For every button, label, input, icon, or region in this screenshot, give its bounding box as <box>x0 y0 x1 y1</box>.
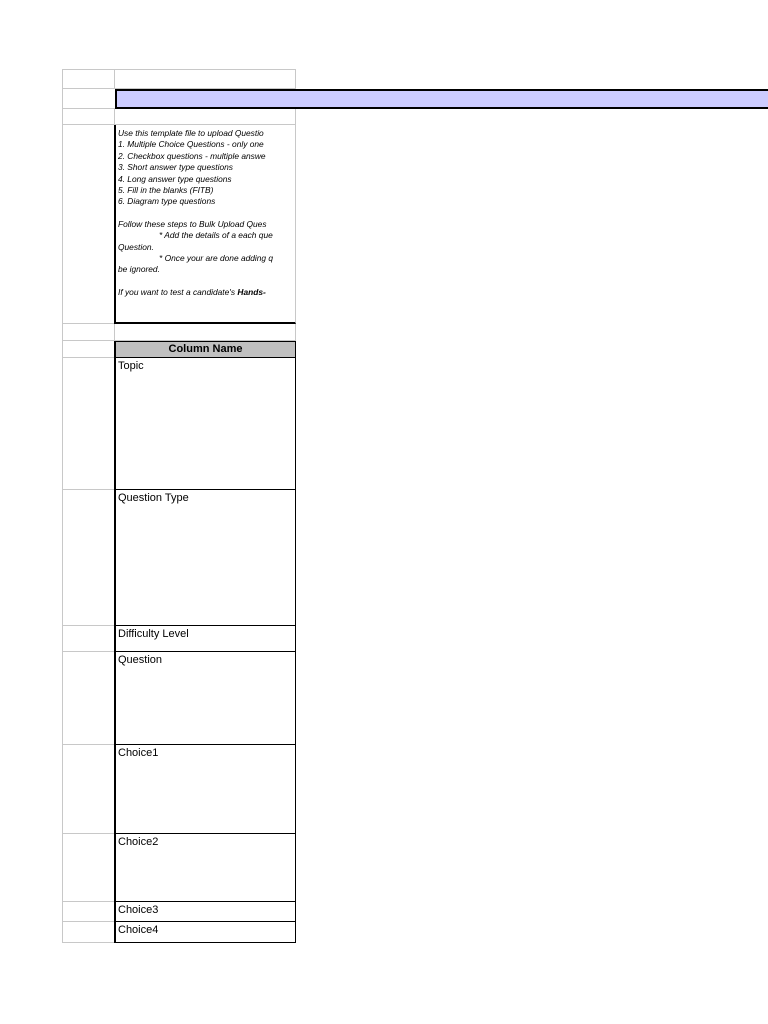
field-name: Choice4 <box>118 924 159 936</box>
cell-b1[interactable] <box>114 69 296 89</box>
instruction-line: 1. Multiple Choice Questions - only one <box>118 139 264 150</box>
instruction-line: * Add the details of a each que <box>159 230 273 241</box>
table-row[interactable] <box>114 745 296 834</box>
row-header-cell[interactable] <box>62 745 115 834</box>
instruction-bold-text: Hands- <box>237 286 266 297</box>
column-name-header[interactable]: Column Name <box>114 341 296 358</box>
table-row[interactable] <box>114 652 296 745</box>
field-name: Difficulty Level <box>118 628 189 640</box>
row-header-cell[interactable] <box>62 834 115 902</box>
row-header-cell[interactable] <box>62 902 115 922</box>
table-row[interactable] <box>114 834 296 902</box>
instruction-line: 3. Short answer type questions <box>118 162 233 173</box>
instructions-cell[interactable] <box>114 125 296 324</box>
row-header-cell[interactable] <box>62 922 115 943</box>
cell-b5[interactable] <box>114 324 296 341</box>
row-header-cell[interactable] <box>62 358 115 490</box>
row-header-cell[interactable] <box>62 89 115 109</box>
row-header-cell[interactable] <box>62 490 115 626</box>
field-name: Choice1 <box>118 747 159 759</box>
cell-b3[interactable] <box>114 109 296 125</box>
instruction-line: 5. Fill in the blanks (FITB) <box>118 185 214 196</box>
instruction-line: Follow these steps to Bulk Upload Ques <box>118 218 267 229</box>
field-name: Topic <box>118 360 144 372</box>
field-name: Choice2 <box>118 836 159 848</box>
instruction-line: Question. <box>118 241 154 252</box>
row-header-cell[interactable] <box>62 626 115 652</box>
instruction-text: If you want to test a candidate's <box>118 286 238 297</box>
instruction-line: 6. Diagram type questions <box>118 196 216 207</box>
table-row[interactable] <box>114 902 296 922</box>
title-band[interactable] <box>115 89 768 109</box>
instruction-line: 2. Checkbox questions - multiple answe <box>118 150 266 161</box>
field-name: Question Type <box>118 492 189 504</box>
instruction-line <box>118 287 295 298</box>
instruction-line: Use this template file to upload Questio <box>118 128 264 138</box>
row-header-cell[interactable] <box>62 652 115 745</box>
instruction-line: * Once your are done adding q <box>159 253 274 264</box>
table-row[interactable] <box>114 358 296 490</box>
row-header-cell[interactable] <box>62 69 115 89</box>
row-header-cell[interactable] <box>62 324 115 341</box>
table-row[interactable] <box>114 490 296 626</box>
row-header-cell[interactable] <box>62 341 115 358</box>
row-header-cell[interactable] <box>62 125 115 324</box>
table-row[interactable] <box>114 922 296 943</box>
instruction-line: be ignored. <box>118 264 160 275</box>
instruction-line: 4. Long answer type questions <box>118 173 232 184</box>
row-header-cell[interactable] <box>62 109 115 125</box>
field-name: Choice3 <box>118 904 159 916</box>
field-name: Question <box>118 654 163 666</box>
table-row[interactable] <box>114 626 296 652</box>
